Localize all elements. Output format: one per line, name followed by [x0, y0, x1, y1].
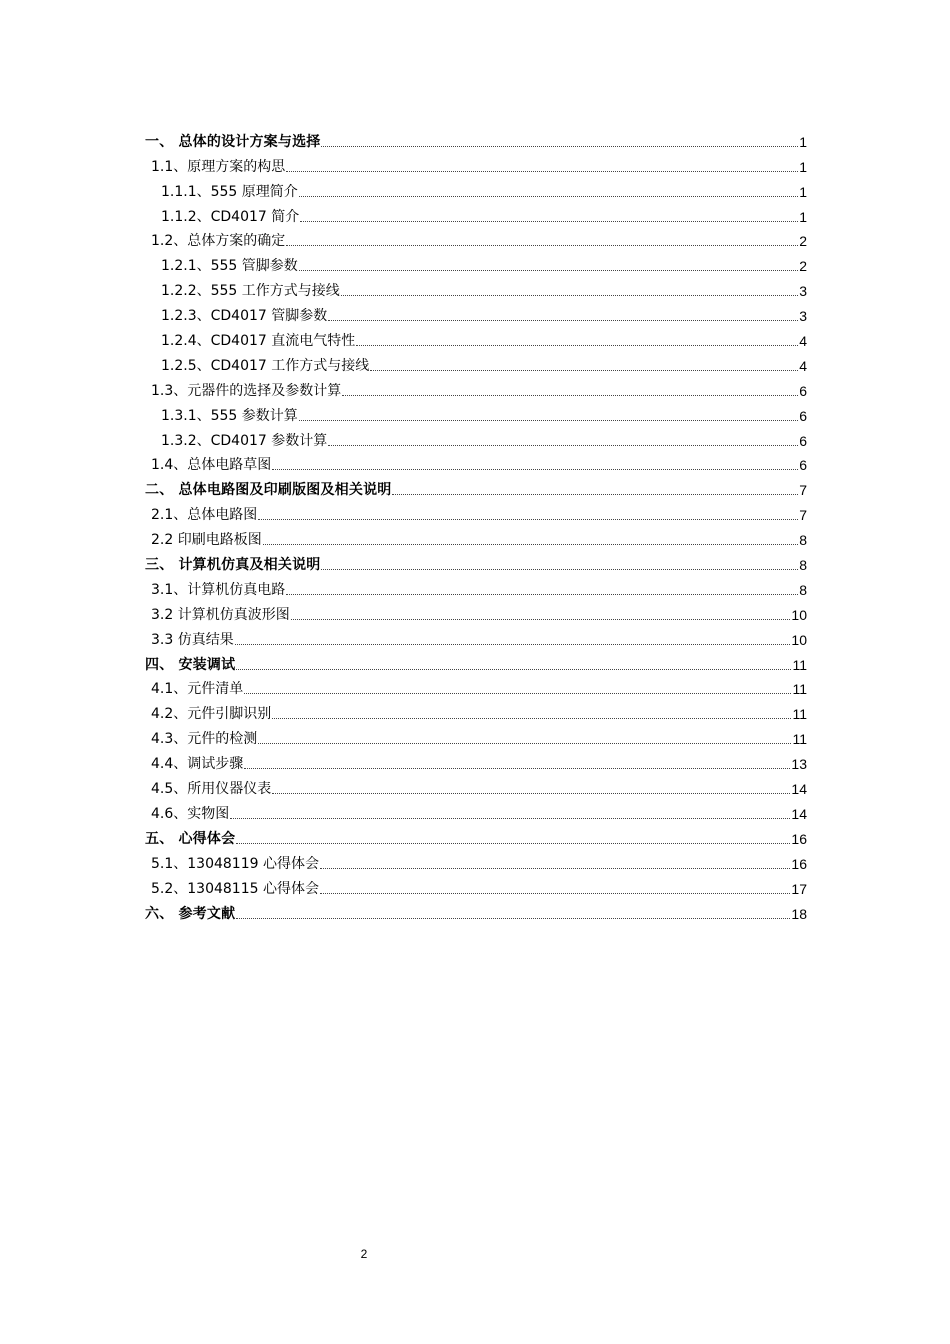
toc-entry-page-number: 3 [799, 283, 807, 300]
toc-dot-leader [263, 543, 798, 545]
toc-entry-page-number: 7 [799, 482, 807, 499]
toc-entry-title: 六、 参考文献 [145, 905, 236, 922]
toc-entry-title: 1.3、元器件的选择及参数计算 [151, 382, 342, 399]
toc-dot-leader [258, 518, 798, 520]
toc-entry-title: 1.2.2、555 工作方式与接线 [161, 283, 340, 300]
toc-entry-page-number: 1 [799, 133, 807, 150]
toc-dot-leader [321, 145, 798, 147]
toc-dot-leader [286, 593, 798, 595]
toc-entry-page-number: 11 [792, 706, 807, 723]
toc-entry[interactable] [145, 798, 807, 823]
toc-entry[interactable] [145, 325, 807, 350]
toc-entry-title: 1.1.2、CD4017 简介 [161, 208, 300, 225]
toc-entry-page-number: 6 [799, 457, 807, 474]
toc-dot-leader [299, 269, 798, 271]
toc-entry-title: 4.2、元件引脚识别 [151, 706, 272, 723]
toc-entry[interactable] [145, 848, 807, 873]
toc-entry-title: 3.3 仿真结果 [151, 631, 234, 648]
toc-entry[interactable] [145, 275, 807, 300]
toc-entry-page-number: 6 [799, 382, 807, 399]
toc-entry-page-number: 6 [799, 407, 807, 424]
toc-entry-title: 4.6、实物图 [151, 805, 230, 822]
toc-dot-leader [341, 294, 798, 296]
toc-entry-title: 4.5、所用仪器仪表 [151, 781, 272, 798]
toc-entry-page-number: 6 [799, 432, 807, 449]
toc-entry-title: 5.2、13048115 心得体会 [151, 880, 319, 897]
toc-entry-page-number: 16 [791, 830, 807, 847]
toc-entry-page-number: 14 [791, 805, 807, 822]
toc-entry-title: 二、 总体电路图及印刷版图及相关说明 [145, 482, 392, 499]
toc-entry-page-number: 10 [791, 631, 807, 648]
toc-dot-leader [236, 842, 790, 844]
toc-entry[interactable] [145, 524, 807, 549]
toc-entry-page-number: 10 [791, 606, 807, 623]
toc-entry-page-number: 4 [799, 333, 807, 350]
toc-dot-leader [320, 892, 790, 894]
toc-dot-leader [342, 394, 798, 396]
toc-entry-page-number: 11 [792, 681, 807, 698]
toc-dot-leader [356, 344, 798, 346]
toc-entry[interactable] [145, 126, 807, 151]
page-number: 2 [360, 1247, 368, 1261]
toc-dot-leader [328, 444, 798, 446]
toc-entry[interactable] [145, 674, 807, 699]
toc-entry[interactable] [145, 549, 807, 574]
toc-dot-leader [286, 170, 798, 172]
toc-entry[interactable] [145, 400, 807, 425]
toc-dot-leader [320, 867, 790, 869]
toc-entry-title: 三、 计算机仿真及相关说明 [145, 557, 321, 574]
toc-entry[interactable] [145, 250, 807, 275]
toc-dot-leader [244, 767, 790, 769]
toc-dot-leader [299, 419, 798, 421]
toc-entry[interactable] [145, 624, 807, 649]
toc-entry-title: 五、 心得体会 [145, 830, 236, 847]
toc-entry-title: 1.1、原理方案的构思 [151, 158, 286, 175]
toc-entry-title: 4.3、元件的检测 [151, 731, 258, 748]
toc-entry-page-number: 8 [799, 557, 807, 574]
toc-entry-page-number: 7 [799, 507, 807, 524]
toc-entry-page-number: 2 [799, 233, 807, 250]
toc-dot-leader [328, 319, 798, 321]
toc-entry-title: 1.2.4、CD4017 直流电气特性 [161, 333, 356, 350]
toc-entry[interactable] [145, 151, 807, 176]
toc-entry[interactable] [145, 300, 807, 325]
toc-entry[interactable] [145, 823, 807, 848]
toc-dot-leader [370, 369, 798, 371]
toc-entry-page-number: 3 [799, 308, 807, 325]
toc-entry[interactable] [145, 474, 807, 499]
toc-entry-page-number: 1 [799, 158, 807, 175]
toc-entry-title: 3.1、计算机仿真电路 [151, 581, 286, 598]
toc-entry[interactable] [145, 574, 807, 599]
toc-dot-leader [258, 742, 791, 744]
toc-entry-title: 3.2 计算机仿真波形图 [151, 606, 290, 623]
toc-entry-page-number: 16 [791, 855, 807, 872]
toc-entry-page-number: 8 [799, 581, 807, 598]
toc-entry[interactable] [145, 649, 807, 674]
toc-dot-leader [272, 717, 791, 719]
toc-entry[interactable] [145, 450, 807, 475]
toc-entry-title: 1.3.2、CD4017 参数计算 [161, 432, 328, 449]
toc-entry-title: 四、 安装调试 [145, 656, 236, 673]
toc-entry-page-number: 11 [792, 656, 807, 673]
toc-entry[interactable] [145, 873, 807, 898]
toc-dot-leader [236, 668, 791, 670]
toc-entry[interactable] [145, 226, 807, 251]
toc-entry-page-number: 2 [799, 258, 807, 275]
toc-entry-title: 1.4、总体电路草图 [151, 457, 272, 474]
toc-entry-title: 1.2.3、CD4017 管脚参数 [161, 308, 328, 325]
toc-entry[interactable] [145, 375, 807, 400]
toc-entry-page-number: 13 [791, 756, 807, 773]
toc-entry-page-number: 1 [799, 208, 807, 225]
toc-dot-leader [299, 195, 798, 197]
toc-entry-title: 2.1、总体电路图 [151, 507, 258, 524]
table-of-contents [145, 126, 807, 923]
toc-dot-leader [230, 817, 790, 819]
toc-entry-title: 1.2.5、CD4017 工作方式与接线 [161, 357, 370, 374]
toc-entry[interactable] [145, 201, 807, 226]
toc-entry[interactable] [145, 176, 807, 201]
toc-dot-leader [236, 917, 790, 919]
toc-entry-title: 5.1、13048119 心得体会 [151, 855, 319, 872]
toc-dot-leader [291, 618, 791, 620]
toc-entry[interactable] [145, 773, 807, 798]
toc-entry-page-number: 8 [799, 532, 807, 549]
toc-entry-title: 1.1.1、555 原理简介 [161, 183, 298, 200]
toc-dot-leader [272, 792, 790, 794]
toc-entry-title: 4.1、元件清单 [151, 681, 244, 698]
toc-entry-page-number: 4 [799, 357, 807, 374]
toc-entry[interactable] [145, 599, 807, 624]
toc-dot-leader [244, 692, 791, 694]
toc-entry[interactable] [145, 350, 807, 375]
toc-entry-title: 2.2 印刷电路板图 [151, 532, 262, 549]
toc-entry[interactable] [145, 425, 807, 450]
toc-entry-title: 4.4、调试步骤 [151, 756, 244, 773]
toc-dot-leader [286, 244, 798, 246]
toc-entry-title: 1.3.1、555 参数计算 [161, 407, 298, 424]
toc-entry-page-number: 14 [791, 781, 807, 798]
toc-dot-leader [272, 468, 798, 470]
toc-entry[interactable] [145, 698, 807, 723]
toc-entry-page-number: 11 [792, 731, 807, 748]
toc-entry[interactable] [145, 898, 807, 923]
toc-dot-leader [300, 220, 798, 222]
toc-entry[interactable] [145, 499, 807, 524]
toc-dot-leader [235, 643, 791, 645]
toc-dot-leader [392, 493, 798, 495]
toc-entry[interactable] [145, 748, 807, 773]
toc-entry-page-number: 18 [791, 905, 807, 922]
toc-entry-title: 1.2、总体方案的确定 [151, 233, 286, 250]
toc-entry-page-number: 17 [791, 880, 807, 897]
toc-entry-page-number: 1 [799, 183, 807, 200]
toc-entry-title: 1.2.1、555 管脚参数 [161, 258, 298, 275]
toc-dot-leader [321, 568, 798, 570]
toc-entry[interactable] [145, 723, 807, 748]
toc-entry-title: 一、 总体的设计方案与选择 [145, 133, 321, 150]
